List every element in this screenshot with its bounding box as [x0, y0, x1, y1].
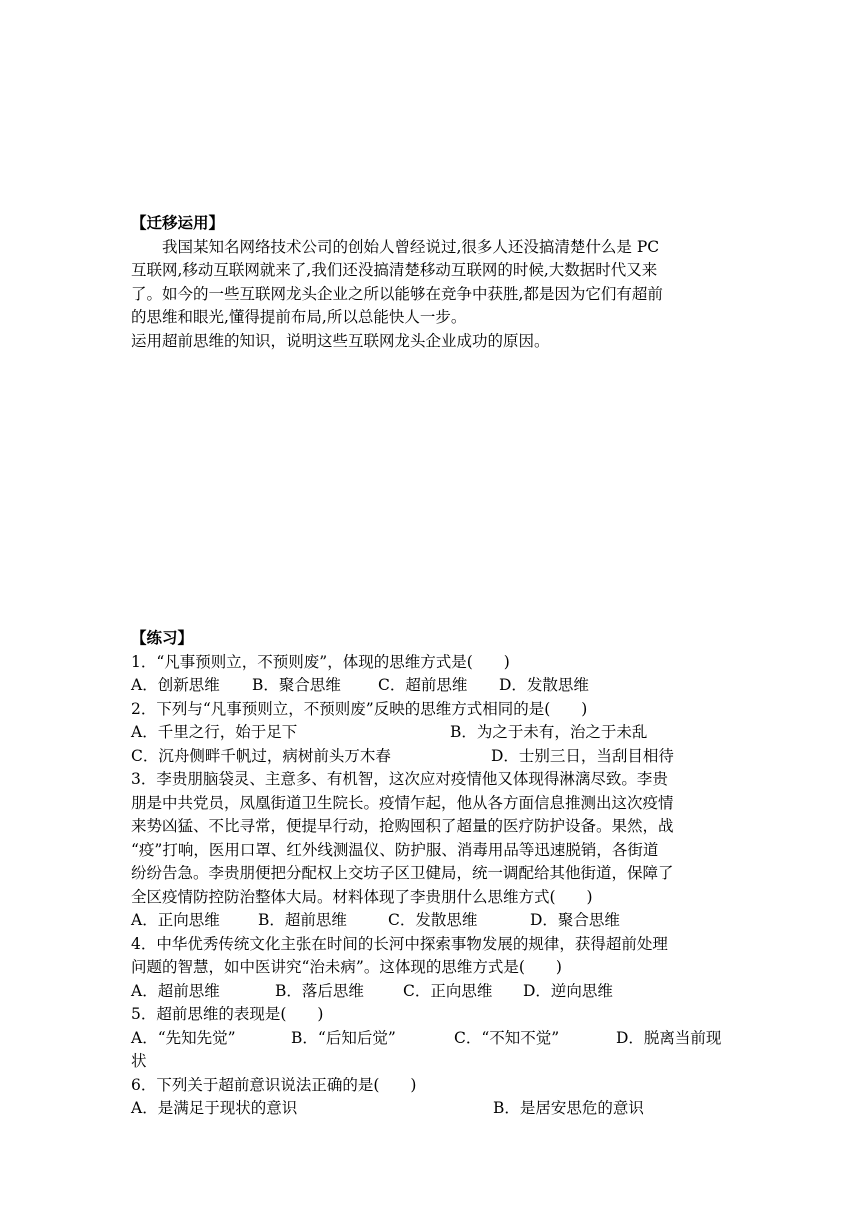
transfer-para-line-1: 我国某知名网络技术公司的创始人曾经说过,很多人还没搞清楚什么是 PC [162, 237, 660, 256]
transfer-section [131, 212, 731, 353]
q3-option-c: C．发散思维 [388, 911, 478, 929]
q3-stem-line-3: 来势凶猛、不比寻常，便提早行动，抢购囤积了超量的医疗防护设备。果然，战 [131, 817, 674, 835]
transfer-para-line-4: 的思维和眼光,懂得提前布局,所以总能快人一步。 [131, 308, 467, 326]
q2-option-c: C．沉舟侧畔千帆过，病树前头万木春 [131, 746, 391, 765]
q4-stem-line-1: 4．中华优秀传统文化主张在时间的长河中探索事物发展的规律，获得超前处理 [131, 934, 668, 953]
q6-option-b: B．是居安思危的意识 [493, 1099, 644, 1117]
practice-heading: 【练习】 [131, 629, 194, 647]
q3-stem-line-1: 3．李贵朋脑袋灵、主意多、有机智，这次应对疫情他又体现得淋漓尽致。李贵 [131, 770, 668, 788]
q3-option-b: B．超前思维 [258, 911, 347, 929]
q5-option-a: A．“先知先觉” [131, 1028, 236, 1047]
q1-option-b: B．聚合思维 [252, 676, 341, 694]
q6-options [131, 1097, 731, 1121]
transfer-heading: 【迁移运用】 [131, 214, 225, 232]
practice-section [131, 627, 731, 1121]
q2-option-a: A．千里之行，始于足下 [131, 723, 298, 741]
q4-option-c: C．正向思维 [403, 981, 493, 1000]
q5-option-d-wrap: 状 [131, 1052, 147, 1070]
q3-stem-line-6: 全区疫情防控防治整体大局。材料体现了李贵朋什么思维方式( ) [131, 887, 593, 906]
q4-option-b: B．落后思维 [275, 981, 364, 1000]
q2-stem: 2．下列与“凡事预则立，不预则废”反映的思维方式相同的是( ) [131, 699, 588, 718]
q1-option-c: C．超前思维 [378, 676, 468, 694]
transfer-para-line-3: 了。如今的一些互联网龙头企业之所以能够在竞争中获胜,都是因为它们有超前 [131, 284, 663, 303]
q4-options [131, 980, 731, 1004]
q4-option-d: D．逆向思维 [523, 981, 613, 1000]
q4-option-a: A．超前思维 [131, 981, 220, 1000]
q3-option-d: D．聚合思维 [530, 911, 620, 929]
q2-option-d: D．士别三日，当刮目相待 [491, 746, 674, 765]
q1-stem: 1．“凡事预则立，不预则废”，体现的思维方式是( ) [131, 652, 510, 671]
q5-stem: 5．超前思维的表现是( ) [131, 1005, 324, 1023]
q6-stem: 6．下列关于超前意识说法正确的是( ) [131, 1075, 417, 1094]
q3-stem-line-2: 朋是中共党员，凤凰街道卫生院长。疫情乍起，他从各方面信息推测出这次疫情 [131, 793, 674, 812]
q3-stem-line-5: 纷纷告急。李贵朋便把分配权上交坊子区卫健局，统一调配给其他街道，保障了 [131, 864, 674, 882]
q1-options [131, 674, 731, 698]
q2-options-row-2 [131, 745, 731, 769]
q5-option-b: B．“后知后觉” [291, 1028, 396, 1047]
q6-option-a: A．是满足于现状的意识 [131, 1099, 298, 1117]
q3-stem-line-4: “疫”打响，医用口罩、红外线测温仪、防护服、消毒用品等迅速脱销，各街道 [131, 840, 659, 859]
q3-option-a: A．正向思维 [131, 911, 220, 929]
transfer-question: 运用超前思维的知识，说明这些互联网龙头企业成功的原因。 [131, 331, 550, 350]
transfer-para-line-2: 互联网,移动互联网就来了,我们还没搞清楚移动互联网的时候,大数据时代又来 [131, 261, 658, 279]
q2-options-row-1 [131, 721, 731, 745]
q5-option-c: C．“不知不觉” [454, 1028, 560, 1047]
q3-options [131, 909, 731, 933]
q4-stem-line-2: 问题的智慧，如中医讲究“治未病”。这体现的思维方式是( ) [131, 958, 562, 976]
q5-options [131, 1027, 731, 1051]
q2-option-b: B．为之于未有，治之于未乱 [450, 723, 648, 741]
q1-option-a: A．创新思维 [131, 676, 220, 694]
q5-option-d: D．脱离当前现 [616, 1028, 722, 1047]
q1-option-d: D．发散思维 [499, 676, 589, 694]
